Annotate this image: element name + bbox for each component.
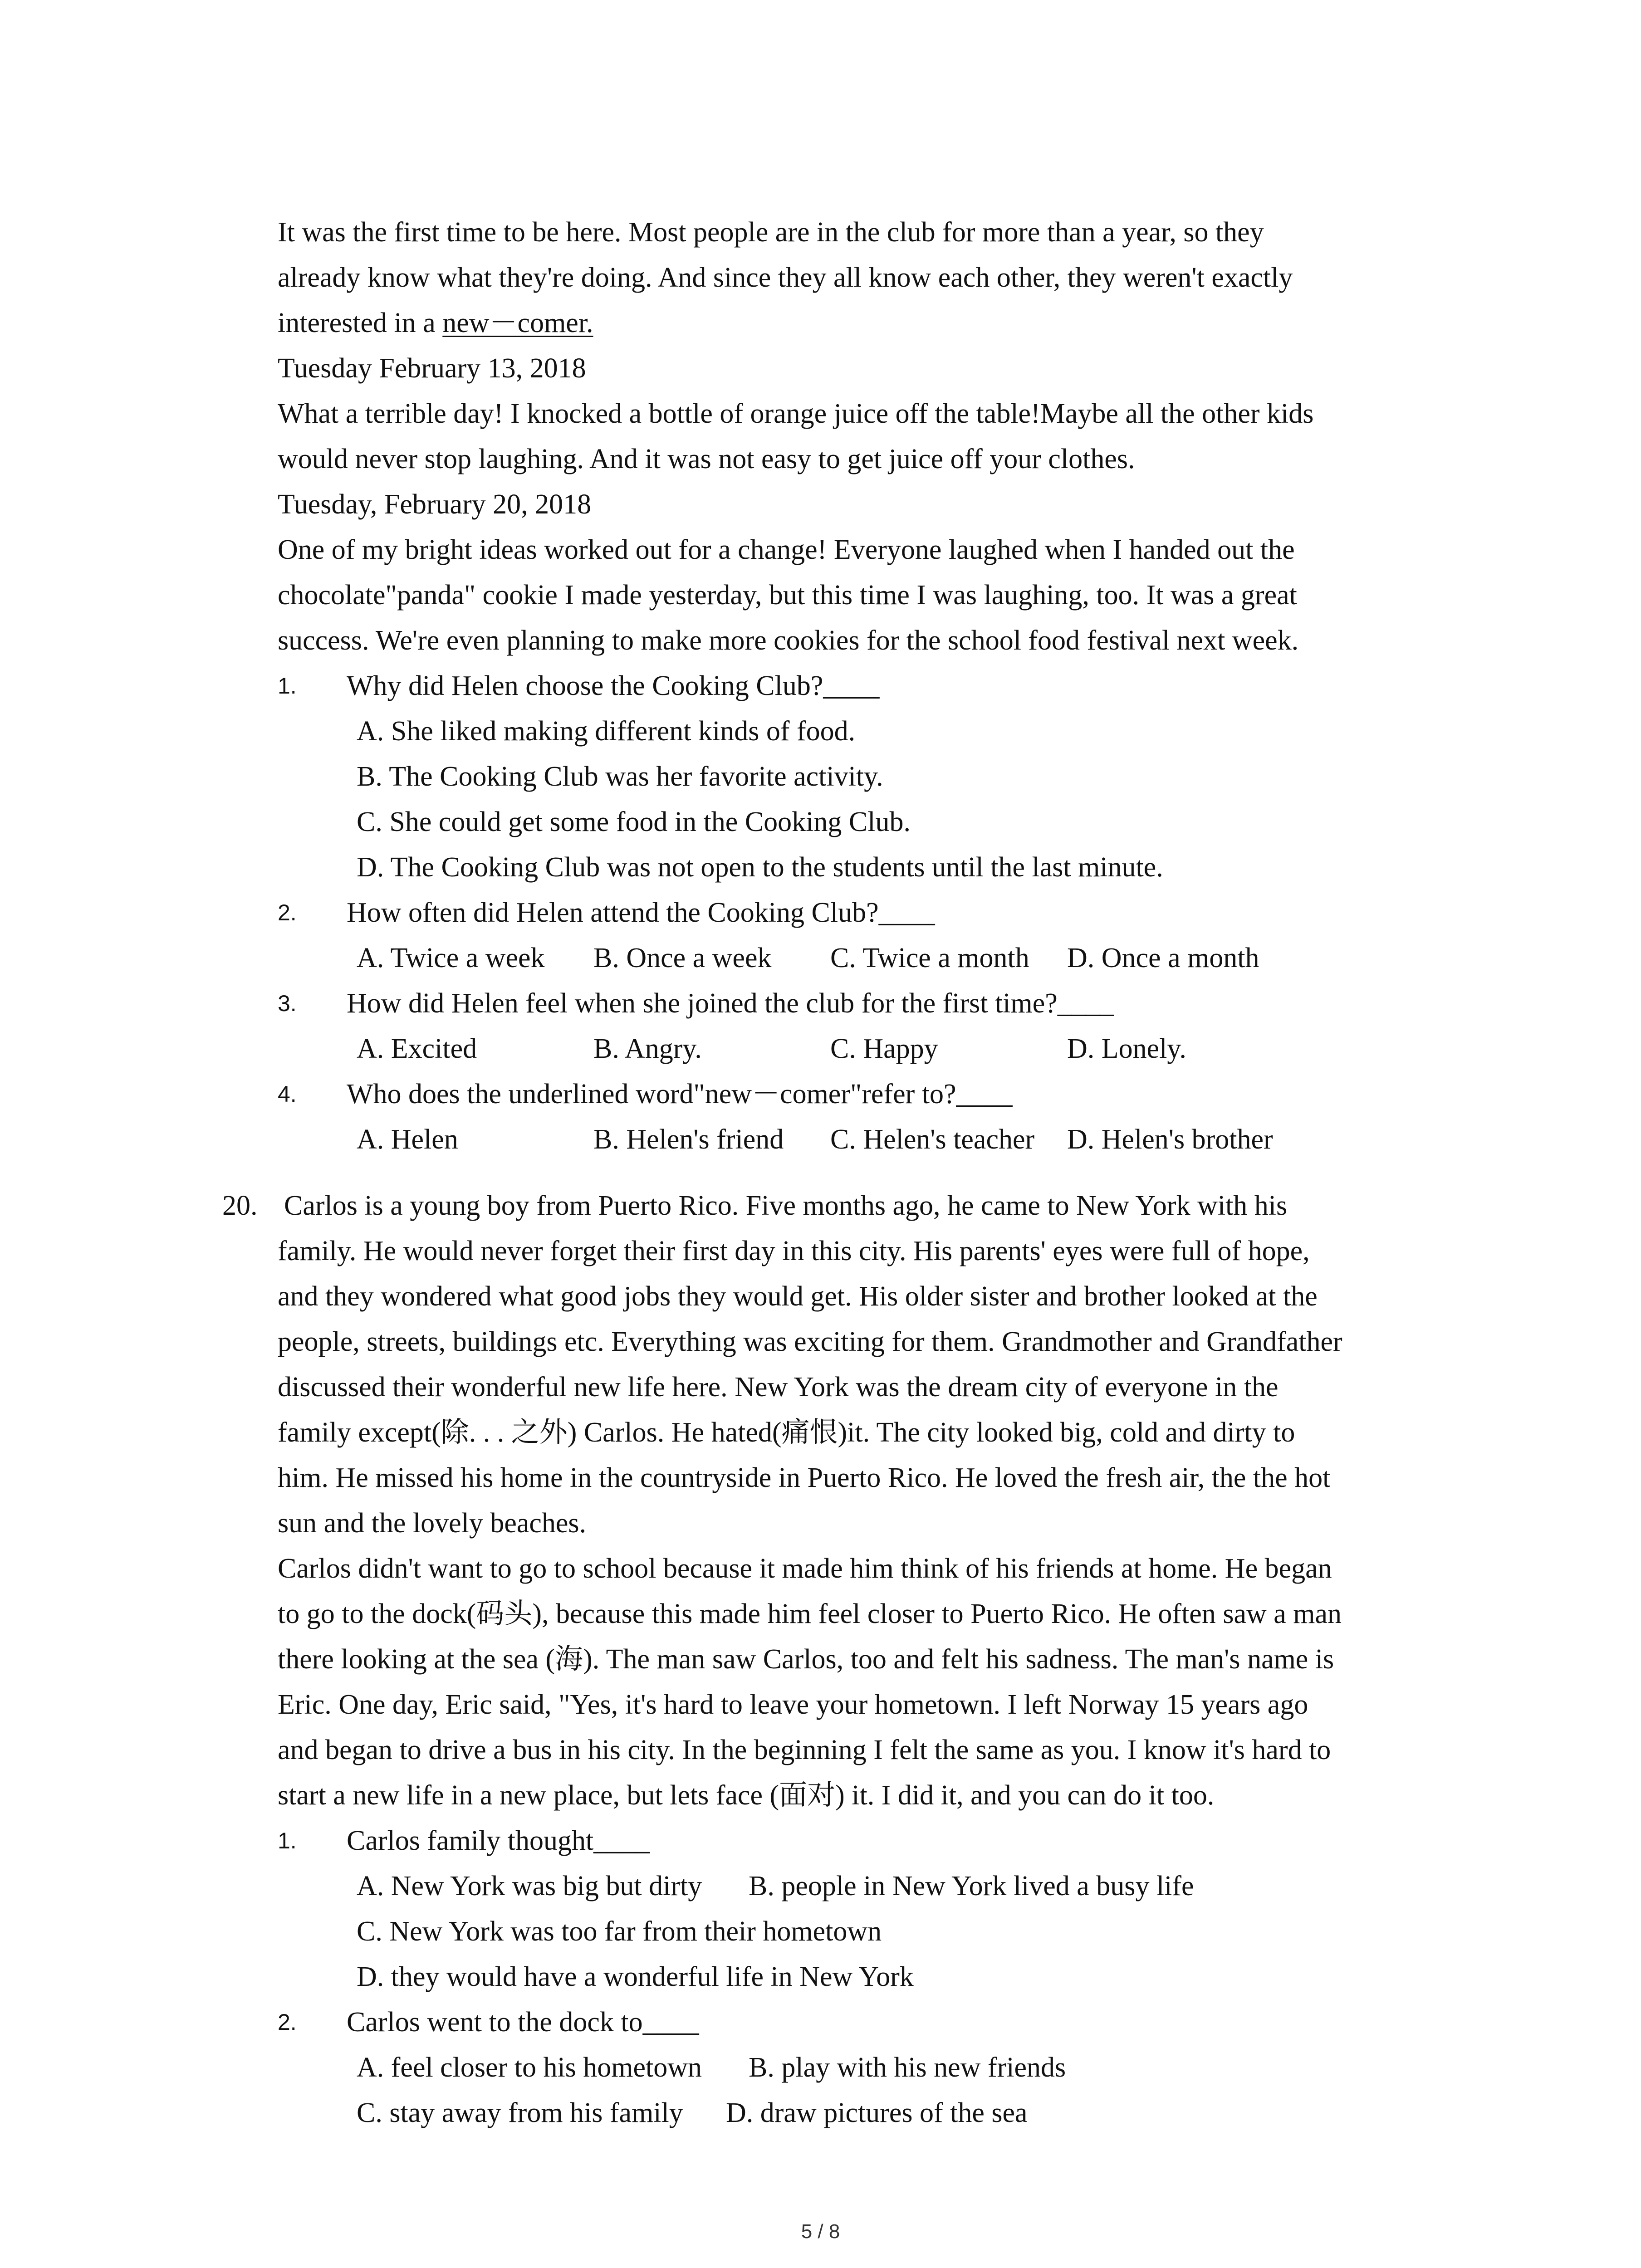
passage-line: One of my bright ideas worked out for a change! Everyone laughed when I handed out the — [278, 534, 1295, 565]
passage-line: already know what they're doing. And since they all know each other, they weren't exactly — [278, 262, 1293, 293]
passage-line: family. He would never forget their first day in this city. His parents' eyes were full of hope, — [278, 1236, 1310, 1266]
passage-line: and began to drive a bus in his city. In the beginning I felt the same as you. I know it's hard to — [278, 1735, 1331, 1765]
passage-line: Carlos is a young boy from Puerto Rico. Five months ago, he came to New York with his — [284, 1190, 1288, 1221]
passage-line: would never stop laughing. And it was not easy to get juice off your clothes. — [278, 444, 1135, 474]
passage-line — [278, 307, 593, 339]
passage-line: to go to the dock(码头), because this made him feel closer to Puerto Rico. He often saw a man — [278, 1598, 1342, 1629]
answer-option[interactable]: D. draw pictures of the sea — [726, 2097, 1028, 2128]
passage-line: there looking at the sea (海). The man saw Carlos, too and felt his sadness. The man's name is — [278, 1644, 1334, 1675]
answer-option[interactable]: C. Happy — [830, 1033, 938, 1064]
diary-date: Tuesday, February 20, 2018 — [278, 489, 592, 520]
question-text: Why did Helen choose the Cooking Club?____ — [347, 670, 880, 701]
answer-option[interactable]: D. Once a month — [1067, 943, 1259, 973]
answer-option[interactable]: A. New York was big but dirty — [357, 1871, 702, 1901]
answer-option[interactable]: D. Helen's brother — [1067, 1124, 1273, 1155]
question-text: Carlos family thought____ — [347, 1825, 650, 1856]
passage-line: start a new life in a new place, but lets face (面对) it. I did it, and you can do it too. — [278, 1780, 1215, 1811]
answer-option[interactable]: B. The Cooking Club was her favorite activity. — [357, 761, 883, 792]
answer-option[interactable]: A. She liked making different kinds of food. — [357, 716, 856, 747]
passage-line: people, streets, buildings etc. Everything was exciting for them. Grandmother and Grandfather — [278, 1326, 1342, 1357]
passage-line: and they wondered what good jobs they would get. His older sister and brother looked at the — [278, 1281, 1318, 1312]
question-number: 2. — [278, 2009, 297, 2035]
answer-option[interactable]: D. they would have a wonderful life in New York — [357, 1961, 914, 1992]
answer-option[interactable]: D. The Cooking Club was not open to the students until the last minute. — [357, 852, 1163, 883]
answer-option[interactable]: C. Twice a month — [830, 943, 1029, 973]
passage-line: What a terrible day! I knocked a bottle of orange juice off the table!Maybe all the other kids — [278, 398, 1314, 429]
answer-option[interactable]: C. stay away from his family — [357, 2097, 683, 2128]
answer-option[interactable]: A. feel closer to his hometown — [357, 2052, 702, 2083]
answer-option[interactable]: C. New York was too far from their hometown — [357, 1916, 882, 1947]
answer-option[interactable]: C. She could get some food in the Cooking Club. — [357, 807, 911, 837]
question-text: How did Helen feel when she joined the club for the first time?____ — [347, 988, 1114, 1019]
passage-line: Eric. One day, Eric said, "Yes, it's hard to leave your hometown. I left Norway 15 years ago — [278, 1689, 1308, 1720]
question-text: Who does the underlined word"new－comer"refer to?____ — [347, 1079, 1013, 1110]
question-number: 1. — [278, 1828, 297, 1853]
answer-option[interactable]: B. Once a week — [593, 943, 772, 973]
answer-option[interactable]: B. play with his new friends — [749, 2052, 1066, 2083]
answer-option[interactable]: A. Excited — [357, 1033, 477, 1064]
question-number: 3. — [278, 991, 297, 1016]
passage-line: success. We're even planning to make more cookies for the school food festival next week. — [278, 625, 1299, 656]
answer-option[interactable]: A. Twice a week — [357, 943, 545, 973]
diary-date: Tuesday February 13, 2018 — [278, 353, 586, 384]
answer-option[interactable]: B. people in New York lived a busy life — [749, 1871, 1194, 1901]
passage-line: him. He missed his home in the countryside in Puerto Rico. He loved the fresh air, the the hot — [278, 1462, 1331, 1493]
passage-line: discussed their wonderful new life here. New York was the dream city of everyone in the — [278, 1372, 1279, 1403]
passage-line: sun and the lovely beaches. — [278, 1508, 587, 1539]
question-number: 2. — [278, 900, 297, 925]
passage-number: 20. — [222, 1190, 258, 1221]
answer-option[interactable]: D. Lonely. — [1067, 1033, 1186, 1064]
answer-option[interactable]: A. Helen — [357, 1124, 458, 1155]
passage-line: Carlos didn't want to go to school because it made him think of his friends at home. He began — [278, 1553, 1332, 1584]
page-number: 5 / 8 — [801, 2220, 840, 2243]
passage-text: interested in a — [278, 308, 443, 338]
question-text: Carlos went to the dock to____ — [347, 2007, 699, 2038]
passage-line: chocolate"panda" cookie I made yesterday, but this time I was laughing, too. It was a great — [278, 580, 1297, 611]
passage-line: It was the first time to be here. Most people are in the club for more than a year, so they — [278, 217, 1264, 248]
passage-line: family except(除. . . 之外) Carlos. He hated(痛恨)it. The city looked big, cold and dirty to — [278, 1417, 1295, 1448]
question-number: 1. — [278, 673, 297, 699]
answer-option[interactable]: B. Helen's friend — [593, 1124, 784, 1155]
question-number: 4. — [278, 1081, 297, 1107]
underlined-word: new－comer. — [442, 308, 593, 338]
answer-option[interactable]: B. Angry. — [593, 1033, 702, 1064]
answer-option[interactable]: C. Helen's teacher — [830, 1124, 1035, 1155]
question-text: How often did Helen attend the Cooking Club?____ — [347, 897, 935, 928]
